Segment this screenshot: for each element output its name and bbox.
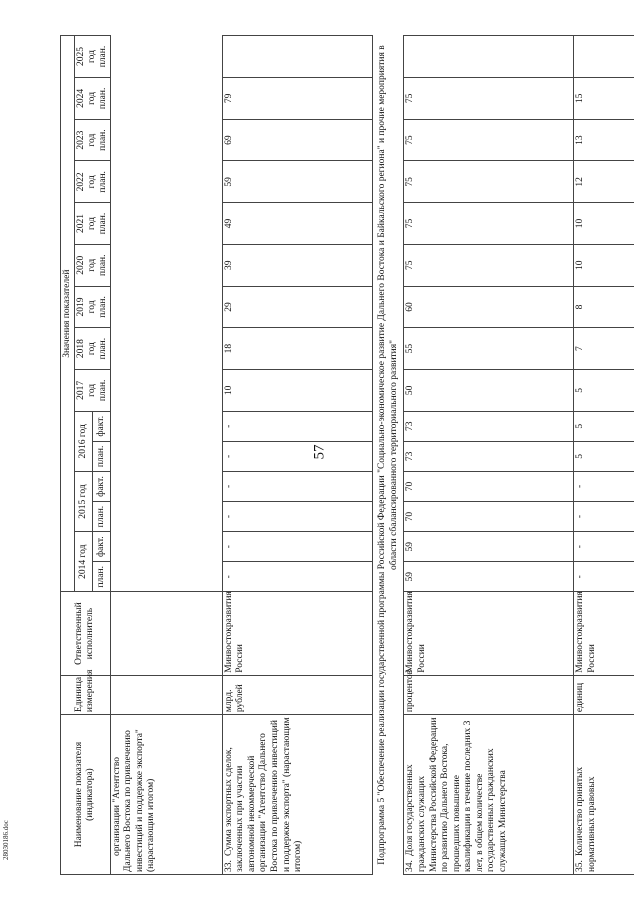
header-year-2021: 2021 год план.	[74, 203, 110, 245]
header-2014-plan: план.	[92, 562, 110, 592]
value-2023: 13	[574, 119, 634, 161]
header-2014-fact: факт.	[92, 532, 110, 562]
header-year-2014: 2014 год	[74, 532, 92, 592]
header-year-2025: 2025 год план.	[74, 36, 110, 78]
value-2017: 10	[222, 369, 372, 411]
value-2024: 15	[574, 78, 634, 120]
indicator-name-cell: организации "Агентство Дальнего Востока по привлечению инвестиций и поддержке экспорта" (нарастающим итогом)	[110, 715, 222, 875]
header-year-2017: 2017 год план.	[74, 369, 110, 411]
value-2014-fact: 59	[404, 532, 574, 562]
executor-cell: Минвостокразвития России	[222, 592, 372, 675]
value-2023: 69	[222, 119, 372, 161]
header-2015-fact: факт.	[92, 471, 110, 501]
table-row	[222, 36, 372, 875]
value-2016-plan: 5	[574, 441, 634, 471]
value-2022: 12	[574, 161, 634, 203]
value-2014-plan: 59	[404, 562, 574, 592]
page-number: 57	[311, 444, 328, 460]
value-2021: 10	[574, 203, 634, 245]
header-year-2016: 2016 год	[74, 411, 92, 471]
table-row	[110, 36, 222, 875]
value-2025	[404, 36, 574, 78]
value-2016-fact: 73	[404, 411, 574, 441]
executor-cell: Минвостокразвития России	[404, 592, 574, 675]
unit-cell	[110, 675, 222, 714]
value-2018: 55	[404, 328, 574, 370]
value-2016-plan: 73	[404, 441, 574, 471]
header-values-group: Значения показателей	[61, 36, 75, 592]
indicator-name-cell: 35.Количество принятых нормативных правовых	[574, 715, 634, 875]
header-2015-plan: план.	[92, 502, 110, 532]
value-2015-plan: -	[222, 502, 372, 532]
value-2021: 49	[222, 203, 372, 245]
value-2015-fact: -	[574, 471, 634, 501]
value-2016-fact: 5	[574, 411, 634, 441]
unit-cell: млрд. рублей	[222, 675, 372, 714]
header-year-2015: 2015 год	[74, 471, 92, 531]
empty-values-cell	[110, 36, 222, 592]
header-2016-plan: план.	[92, 441, 110, 471]
value-2017: 5	[574, 369, 634, 411]
header-year-2018: 2018 год план.	[74, 328, 110, 370]
value-2024: 75	[404, 78, 574, 120]
value-2023: 75	[404, 119, 574, 161]
value-2019: 8	[574, 286, 634, 328]
value-2015-plan: 70	[404, 502, 574, 532]
table-header	[61, 36, 111, 875]
subprogram-title: Подпрограмма 5 "Обеспечение реализации государственной программы Российской Федерации "Социально-экономическое развитие Дальнего Востока и Байкальского региона" и прочие мероприятия в области сбалансированного территориального развития"	[372, 36, 404, 875]
section-row	[372, 36, 404, 875]
value-2015-fact: 70	[404, 471, 574, 501]
value-2025	[222, 36, 372, 78]
value-2024: 79	[222, 78, 372, 120]
unit-cell: единиц	[574, 675, 634, 714]
value-2018: 7	[574, 328, 634, 370]
value-2016-fact: -	[222, 411, 372, 441]
header-year-2024: 2024 год план.	[74, 78, 110, 120]
header-year-2020: 2020 год план.	[74, 244, 110, 286]
value-2015-fact: -	[222, 471, 372, 501]
value-2020: 10	[574, 244, 634, 286]
header-year-2022: 2022 год план.	[74, 161, 110, 203]
value-2020: 75	[404, 244, 574, 286]
value-2022: 59	[222, 161, 372, 203]
table-row	[574, 36, 634, 875]
document-code: 28030186.doc	[2, 820, 10, 860]
header-executor: Ответственный исполнитель	[61, 592, 111, 675]
header-year-2023: 2023 год план.	[74, 119, 110, 161]
value-2014-fact: -	[222, 532, 372, 562]
rotated-table-sheet	[60, 35, 625, 875]
value-2014-plan: -	[574, 562, 634, 592]
indicators-table	[60, 35, 634, 875]
value-2018: 18	[222, 328, 372, 370]
header-indicator-name: Наименование показателя (индикатора)	[61, 715, 111, 875]
executor-cell: Минвостокразвития России	[574, 592, 634, 675]
indicator-name-cell: 33.Сумма экспортных сделок, заключенных при участии автономной некоммерческой организации "Агентство Дальнего Востока по привлечению инвестиций и поддержке экспорта" (нарастающим итогом)	[222, 715, 372, 875]
value-2019: 60	[404, 286, 574, 328]
value-2025	[574, 36, 634, 78]
value-2019: 29	[222, 286, 372, 328]
value-2020: 39	[222, 244, 372, 286]
executor-cell	[110, 592, 222, 675]
value-2021: 75	[404, 203, 574, 245]
value-2014-plan: -	[222, 562, 372, 592]
value-2017: 50	[404, 369, 574, 411]
header-year-2019: 2019 год план.	[74, 286, 110, 328]
value-2016-plan: -	[222, 441, 372, 471]
table-row	[404, 36, 574, 875]
header-2016-fact: факт.	[92, 411, 110, 441]
value-2015-plan: -	[574, 502, 634, 532]
value-2022: 75	[404, 161, 574, 203]
unit-cell: процентов	[404, 675, 574, 714]
value-2014-fact: -	[574, 532, 634, 562]
header-unit: Единица измерения	[61, 675, 111, 714]
indicator-name-cell: 34.Доля государственных гражданских служащих Министерства Российской Федерации по развитию Дальнего Востока, прошедших повышение квалификации в течение последних 3 лет, в общем количестве государственных гражданских служащих Министерства	[404, 715, 574, 875]
